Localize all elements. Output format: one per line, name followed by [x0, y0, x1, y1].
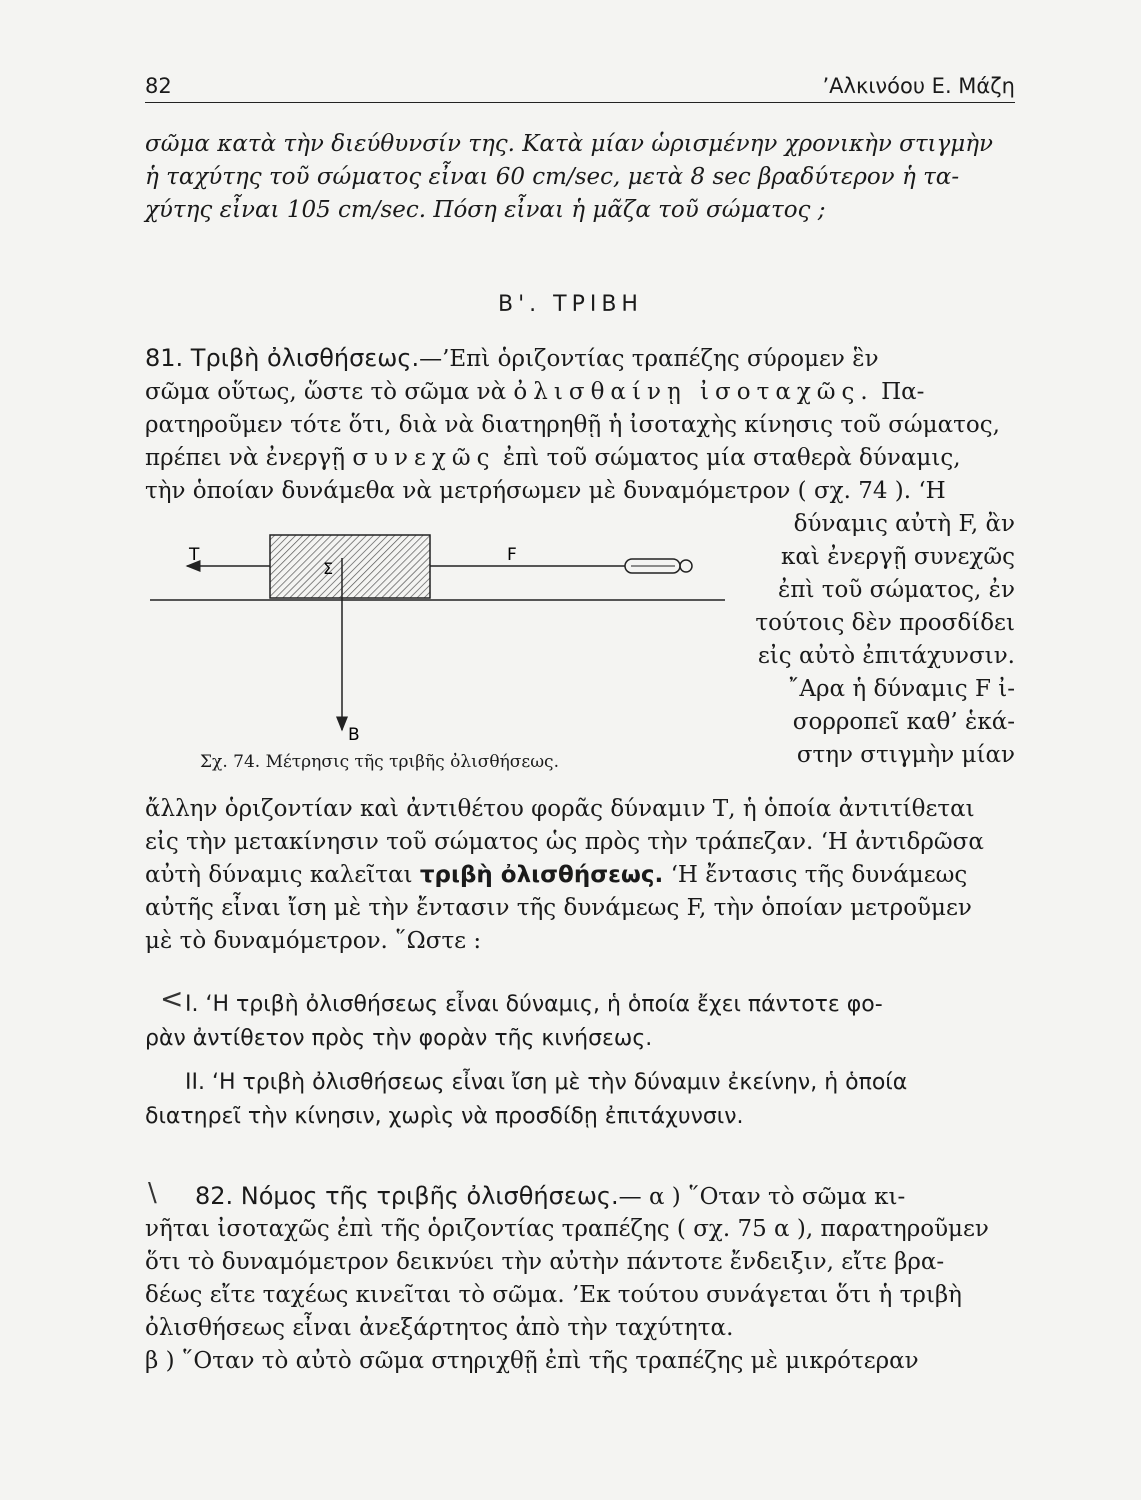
- side-line: τούτοις δὲν προσδίδει: [755, 610, 1015, 636]
- page-number: 82: [145, 74, 172, 98]
- side-line: εἰς αὐτὸ ἐπιτάχυνσιν.: [757, 643, 1015, 669]
- label-B: B: [348, 725, 360, 745]
- sec81-line: αὐτὴ δύναμις καλεῖται τριβὴ ὀλισθήσεως. ‘Η ἔντασις τῆς δυνάμεως: [145, 862, 968, 888]
- label-S: Σ: [323, 559, 334, 578]
- section-81-continued: [145, 793, 1015, 958]
- rule-line: ΙΙ. ‘Η τριβὴ ὀλισθήσεως εἶναι ἴση μὲ τὴν δύναμιν ἐκείνην, ἡ ὁποία: [185, 1070, 908, 1095]
- sec81-line: μὲ τὸ δυναμόμετρον. ῞Ωστε :: [145, 928, 482, 954]
- section-81: [145, 342, 1015, 508]
- sec81-line: ἄλλην ὁριζοντίαν καὶ ἀντιθέτου φορᾶς δύναμιν Τ, ἡ ὁποία ἀντιτίθεται: [145, 796, 975, 822]
- handwritten-tick-icon: \: [148, 1178, 157, 1208]
- side-line: ἐπὶ τοῦ σώματος, ἐν: [778, 577, 1015, 603]
- label-T: T: [189, 545, 200, 565]
- sec81-line: ρατηροῦμεν τότε ὅτι, διὰ νὰ διατηρηθῇ ἡ ἰσοταχὴς κίνησις τοῦ σώματος,: [145, 412, 1000, 438]
- sliding-body: [270, 535, 430, 598]
- side-line: σορροπεῖ καθ’ ἑκά-: [792, 709, 1015, 735]
- sec81-line: πρέπει νὰ ἐνεργῇ συνεχῶς ἐπὶ τοῦ σώματος μία σταθερὰ δύναμις,: [145, 445, 961, 471]
- problem-line: ἡ ταχύτης τοῦ σώματος εἶναι 60 cm/sec, μετὰ 8 sec βραδύτερον ἡ τα-: [145, 164, 960, 190]
- sec81-line: σῶμα οὕτως, ὥστε τὸ σῶμα νὰ ὀλισθαίνῃ ἰσοταχῶς. Πα-: [145, 379, 925, 405]
- section-title: Β'. ΤΡΙΒΗ: [498, 292, 643, 317]
- side-line: ῎Αρα ἡ δύναμις F ἰ-: [787, 676, 1015, 702]
- running-author: ’Αλκινόου Ε. Μάζη: [822, 74, 1015, 98]
- side-line: καὶ ἐνεργῇ συνεχῶς: [781, 544, 1015, 570]
- problem-text: [145, 128, 1015, 227]
- sec82-line: νῆται ἰσοταχῶς ἐπὶ τῆς ὁριζοντίας τραπέζης ( σχ. 75 α ), παρατηροῦμεν: [145, 1216, 989, 1242]
- side-text: [740, 508, 1015, 772]
- emphasis-spaced: συνεχῶς: [352, 445, 496, 471]
- rule-line: Ι. ‘Η τριβὴ ὀλισθήσεως εἶναι δύναμις, ἡ ὁποία ἔχει πάντοτε φο-: [185, 992, 883, 1017]
- page-header: [145, 70, 1015, 103]
- sec82-line: β ) ῞Οταν τὸ αὐτὸ σῶμα στηριχθῇ ἐπὶ τῆς τραπέζης μὲ μικρότεραν: [145, 1348, 919, 1374]
- problem-line: σῶμα κατὰ τὴν διεύθυνσίν της. Κατὰ μίαν ὡρισμένην χρονικὴν στιγμὴν: [145, 131, 994, 157]
- sec81-line: εἰς τὴν μετακίνησιν τοῦ σώματος ὡς πρὸς τὴν τράπεζαν. ‘Η ἀντιδρῶσα: [145, 829, 984, 855]
- problem-line: χύτης εἶναι 105 cm/sec. Πόση εἶναι ἡ μᾶζα τοῦ σώματος ;: [145, 197, 826, 223]
- rule-II: [145, 1066, 1015, 1134]
- rule-line: διατηρεῖ τὴν κίνησιν, χωρὶς νὰ προσδίδῃ ἐπιτάχυνσιν.: [145, 1104, 744, 1129]
- sec82-line: ὀλισθήσεως εἶναι ἀνεξάρτητος ἀπὸ τὴν ταχύτητα.: [145, 1315, 734, 1341]
- sec81-line: τὴν ὁποίαν δυνάμεθα νὰ μετρήσωμεν μὲ δυναμόμετρον ( σχ. 74 ). ‘Η: [145, 478, 946, 504]
- sec81-line: αὐτῆς εἶναι ἴση μὲ τὴν ἔντασιν τῆς δυνάμεως F, τὴν ὁποίαν μετροῦμεν: [145, 895, 972, 921]
- friction-figure: [145, 530, 735, 790]
- sec81-line: 81. Τριβὴ ὀλισθήσεως.—’Επὶ ὁριζοντίας τραπέζης σύρομεν ἓν: [145, 344, 879, 372]
- sec81-heading: 81. Τριβὴ ὀλισθήσεως.: [145, 344, 420, 372]
- sec82-heading: 82. Νόμος τῆς τριβῆς ὀλισθήσεως.: [195, 1182, 619, 1210]
- label-F: F: [507, 545, 517, 565]
- rule-I: [145, 988, 1015, 1056]
- handwritten-mark-icon: <: [160, 982, 184, 1015]
- figure-caption: Σχ. 74. Μέτρησις τῆς τριβῆς ὀλισθήσεως.: [200, 752, 559, 772]
- section-82-body: [145, 1213, 1015, 1378]
- sec82-line: ὅτι τὸ δυναμόμετρον δεικνύει τὴν αὐτὴν πάντοτε ἔνδειξιν, εἴτε βρα-: [145, 1249, 945, 1275]
- side-line: στην στιγμὴν μίαν: [796, 742, 1015, 768]
- side-line: δύναμις αὐτὴ F, ἂν: [793, 511, 1015, 537]
- sec82-line: δέως εἴτε ταχέως κινεῖται τὸ σῶμα. ’Εκ τούτου συνάγεται ὅτι ἡ τριβὴ: [145, 1282, 962, 1308]
- emphasis-spaced: ὀλισθαίνῃ ἰσοταχῶς.: [513, 379, 874, 405]
- term-friction: τριβὴ ὀλισθήσεως.: [419, 862, 664, 888]
- sec82-line: 82. Νόμος τῆς τριβῆς ὀλισθήσεως.— α ) ῞Οταν τὸ σῶμα κι-: [195, 1182, 906, 1210]
- dynamometer: [615, 559, 692, 573]
- section-82: [145, 1180, 1015, 1214]
- rule-line: ρὰν ἀντίθετον πρὸς τὴν φορὰν τῆς κινήσεως.: [145, 1026, 653, 1051]
